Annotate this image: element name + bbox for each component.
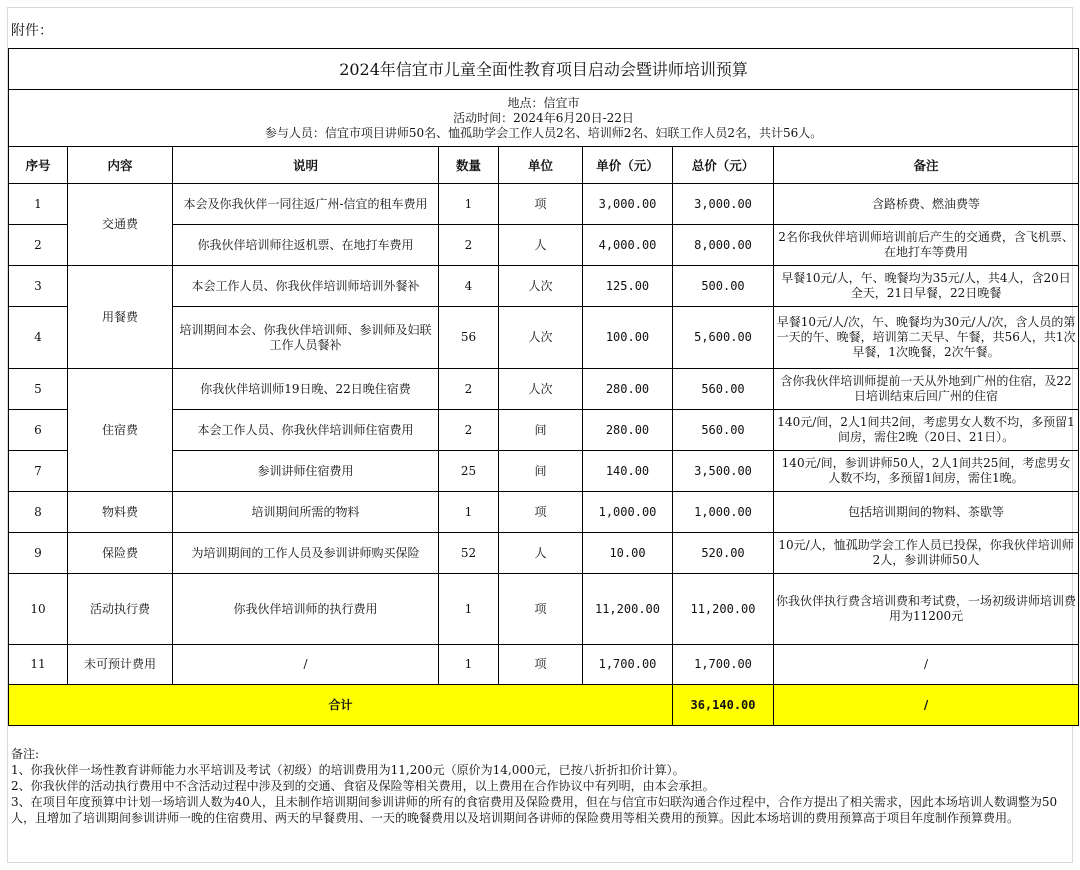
header-qty: 数量 (439, 147, 499, 184)
row-qty: 1 (439, 184, 499, 225)
header-total: 总价（元） (673, 147, 774, 184)
row-total: 3,000.00 (673, 184, 774, 225)
row-seq: 7 (9, 451, 68, 492)
row-desc: 参训讲师住宿费用 (173, 451, 439, 492)
header-price: 单价（元） (583, 147, 673, 184)
row-note: 含你我伙伴培训师提前一天从外地到广州的住宿，及22日培训结束后回广州的住宿 (774, 369, 1079, 410)
table-row (9, 369, 1079, 410)
row-price: 125.00 (583, 266, 673, 307)
row-seq: 11 (9, 645, 68, 685)
header-content: 内容 (68, 147, 173, 184)
table-row (9, 574, 1079, 645)
row-qty: 56 (439, 307, 499, 369)
total-row (9, 685, 1079, 726)
row-seq: 8 (9, 492, 68, 533)
row-unit: 间 (499, 451, 583, 492)
row-price: 3,000.00 (583, 184, 673, 225)
remark-item: 3、在项目年度预算中计划一场培训人数为40人，且未制作培训期间参训讲师的所有的食宿费用及保险费用，但在与信宜市妇联沟通合作过程中，合作方提出了相关需求，因此本场培训人数调整为50人，且增加了培训期间参训讲师一晚的住宿费用、两天的早餐费用、一天的晚餐费用以及培训期间各讲师的保险费用等相关费用的预算。因此本场培训的费用预算高于项目年度制作预算费用。 (11, 795, 1058, 825)
table-title: 2024年信宜市儿童全面性教育项目启动会暨讲师培训预算 (9, 49, 1079, 90)
row-note: 含路桥费、燃油费等 (774, 184, 1079, 225)
event-time: 活动时间：2024年6月20日-22日 (453, 110, 634, 125)
row-price: 11,200.00 (583, 574, 673, 645)
row-price: 100.00 (583, 307, 673, 369)
row-price: 140.00 (583, 451, 673, 492)
remarks-heading: 备注: (11, 747, 40, 761)
row-total: 520.00 (673, 533, 774, 574)
row-seq: 10 (9, 574, 68, 645)
row-price: 10.00 (583, 533, 673, 574)
row-seq: 5 (9, 369, 68, 410)
remark-item: 2、你我伙伴的活动执行费用中不含活动过程中涉及到的交通、食宿及保险等相关费用，以上费用在合作协议中有列明，由本会承担。 (11, 779, 715, 793)
row-price: 1,700.00 (583, 645, 673, 685)
row-total: 1,700.00 (673, 645, 774, 685)
header-seq: 序号 (9, 147, 68, 184)
row-seq: 4 (9, 307, 68, 369)
header-row (9, 147, 1079, 184)
row-unit: 人 (499, 225, 583, 266)
row-price: 280.00 (583, 410, 673, 451)
row-note: 你我伙伴执行费含培训费和考试费，一场初级讲师培训费用为11200元 (774, 574, 1079, 645)
row-total: 3,500.00 (673, 451, 774, 492)
row-note: 包括培训期间的物料、茶歇等 (774, 492, 1079, 533)
attachment-label: 附件： (11, 23, 53, 39)
row-qty: 1 (439, 492, 499, 533)
header-unit: 单位 (499, 147, 583, 184)
row-qty: 52 (439, 533, 499, 574)
row-note: 早餐10元/人，午、晚餐均为35元/人，共4人，含20日全天，21日早餐，22日晚餐 (774, 266, 1079, 307)
table-row (9, 184, 1079, 225)
row-qty: 1 (439, 645, 499, 685)
row-unit: 人次 (499, 307, 583, 369)
row-note: 140元/间，参训讲师50人，2人1间共25间，考虑男女人数不均，多预留1间房，需住1晚。 (774, 451, 1079, 492)
table-row (9, 533, 1079, 574)
row-qty: 25 (439, 451, 499, 492)
row-qty: 2 (439, 369, 499, 410)
category-insurance: 保险费 (68, 533, 173, 574)
event-info (9, 90, 1079, 147)
row-unit: 项 (499, 492, 583, 533)
budget-table (8, 48, 1079, 726)
row-seq: 1 (9, 184, 68, 225)
row-seq: 9 (9, 533, 68, 574)
row-total: 560.00 (673, 410, 774, 451)
remark-item: 1、你我伙伴一场性教育讲师能力水平培训及考试（初级）的培训费用为11,200元（原价为14,000元，已按八折折扣价计算）。 (11, 763, 685, 777)
row-seq: 6 (9, 410, 68, 451)
row-unit: 项 (499, 645, 583, 685)
row-note: / (774, 645, 1079, 685)
row-desc: 本会工作人员、你我伙伴培训师住宿费用 (173, 410, 439, 451)
row-total: 5,600.00 (673, 307, 774, 369)
row-price: 4,000.00 (583, 225, 673, 266)
row-qty: 2 (439, 225, 499, 266)
row-desc: 本会工作人员、你我伙伴培训师培训外餐补 (173, 266, 439, 307)
row-desc: 本会及你我伙伴一同往返广州-信宜的租车费用 (173, 184, 439, 225)
table-row (9, 266, 1079, 307)
row-desc: 培训期间本会、你我伙伴培训师、参训师及妇联工作人员餐补 (173, 307, 439, 369)
row-note: 10元/人，恤孤助学会工作人员已投保，你我伙伴培训师2人，参训讲师50人 (774, 533, 1079, 574)
row-total: 11,200.00 (673, 574, 774, 645)
row-desc: 你我伙伴培训师往返机票、在地打车费用 (173, 225, 439, 266)
category-contingency: 未可预计费用 (68, 645, 173, 685)
row-desc: 你我伙伴培训师的执行费用 (173, 574, 439, 645)
row-total: 8,000.00 (673, 225, 774, 266)
row-unit: 项 (499, 574, 583, 645)
category-lodging: 住宿费 (68, 369, 173, 492)
table-row (9, 645, 1079, 685)
total-note: / (774, 685, 1079, 726)
row-total: 500.00 (673, 266, 774, 307)
row-total: 1,000.00 (673, 492, 774, 533)
row-desc: 培训期间所需的物料 (173, 492, 439, 533)
row-seq: 2 (9, 225, 68, 266)
category-materials: 物料费 (68, 492, 173, 533)
header-desc: 说明 (173, 147, 439, 184)
row-desc: 你我伙伴培训师19日晚、22日晚住宿费 (173, 369, 439, 410)
row-price: 1,000.00 (583, 492, 673, 533)
row-qty: 2 (439, 410, 499, 451)
row-unit: 间 (499, 410, 583, 451)
header-note: 备注 (774, 147, 1079, 184)
row-unit: 项 (499, 184, 583, 225)
row-qty: 1 (439, 574, 499, 645)
row-note: 140元/间，2人1间共2间，考虑男女人数不均，多预留1间房，需住2晚（20日、21日）。 (774, 410, 1079, 451)
remarks (11, 746, 1069, 826)
row-desc: / (173, 645, 439, 685)
row-price: 280.00 (583, 369, 673, 410)
row-unit: 人 (499, 533, 583, 574)
category-meals: 用餐费 (68, 266, 173, 369)
category-transport: 交通费 (68, 184, 173, 266)
event-participants: 参与人员：信宜市项目讲师50名、恤孤助学会工作人员2名、培训师2名、妇联工作人员2名，共计56人。 (264, 125, 823, 140)
row-note: 早餐10元/人/次，午、晚餐均为30元/人/次，含人员的第一天的午、晚餐，培训第二天早、午餐，共56人，共1次早餐，1次晚餐，2次午餐。 (774, 307, 1079, 369)
table-row (9, 492, 1079, 533)
row-unit: 人次 (499, 369, 583, 410)
row-desc: 为培训期间的工作人员及参训讲师购买保险 (173, 533, 439, 574)
category-execution: 活动执行费 (68, 574, 173, 645)
row-unit: 人次 (499, 266, 583, 307)
event-location: 地点：信宜市 (507, 95, 580, 110)
total-amount: 36,140.00 (673, 685, 774, 726)
row-note: 2名你我伙伴培训师培训前后产生的交通费，含飞机票、在地打车等费用 (774, 225, 1079, 266)
row-total: 560.00 (673, 369, 774, 410)
row-qty: 4 (439, 266, 499, 307)
total-label: 合计 (9, 685, 673, 726)
row-seq: 3 (9, 266, 68, 307)
